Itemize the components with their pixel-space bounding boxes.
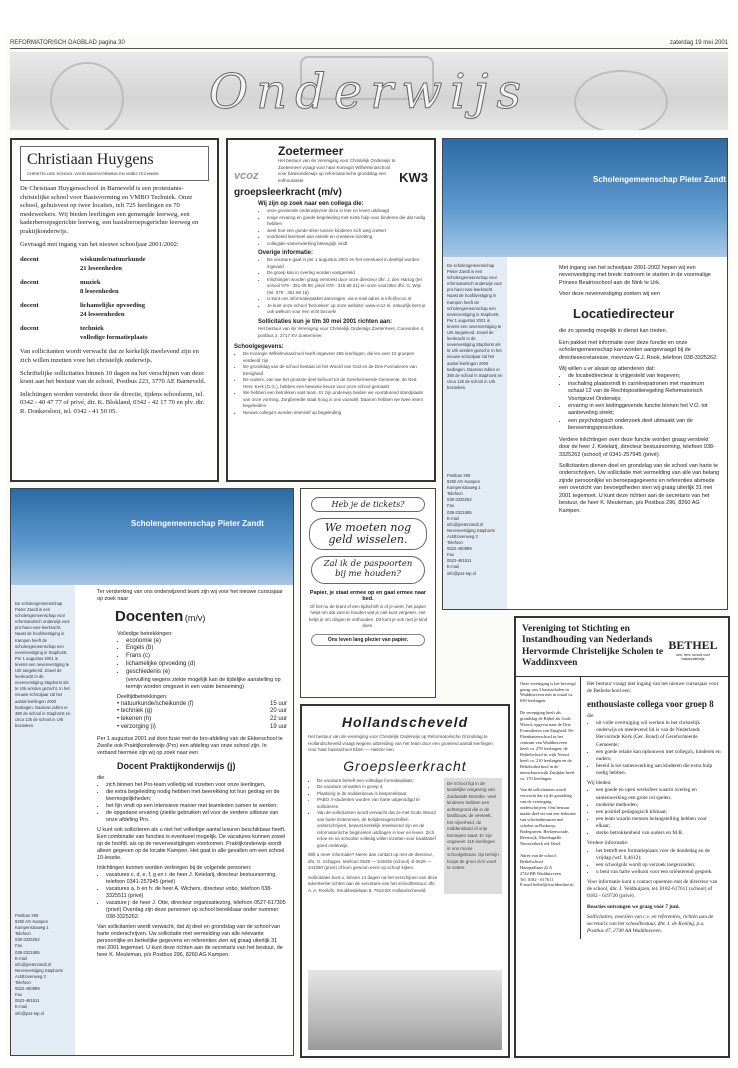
vacancy-subject: lichamelijke opvoeding [80, 302, 146, 310]
list-item: • een goede en open werksfeer waarin overleg en samenwerking een grote rol spelen; [596, 787, 722, 801]
hollandscheveld-p2: Sollicitaties kunt u, binnen 14 dagen na het verschijnen van deze advertentie richten aan de secretaris van het schoolbestuur, dhr. A. A. Roelofs, Struikheidelaan 8, 7913 BX Hollandscheveld. [308, 874, 438, 893]
wad-verdere: Verdere informatie: [587, 840, 629, 847]
pz-l-vb-note: (vervulling wegens ziekte mogelijk kan de tijdelijke aanstelling op termijn worden omgezet in een vaste benoeming) [126, 676, 281, 690]
zoetermeer-list-2 [258, 257, 428, 316]
huygens-logo-name: Christiaan Huygens [27, 151, 154, 168]
pz-l-p3: Van sollicitanten wordt verwacht, dat zij deel en grondslag van de school van harte onderschrijven. Uw sollicitatie met vermelding van alle relevante persoonlijke en berkelijke gegevens en referenties zien wij graag uiterlijk 31 mei 2001 tegemoet. U kunt deze richten aan de secretaris van het bestuur, de heer K. Meuleman, p/s Postbus 296, 8260 AG Kampen. [97, 923, 283, 958]
huygens-lead: Gevraagd met ingang van het nieuwe schooljaar 2001/2002: [20, 241, 179, 249]
huygens-p3: Inlichtingen worden verstrekt door de directie, tijdens schooluren, tel. 0342 - 40 47 77 of privé, dir. K. Blokland, 0342 - 42 17 70 en plv. dir. R. Donkersloot, tel. 0342 - 41 50 05. [20, 390, 205, 415]
waddinxveen-side: Onze vereniging is het bevoegd gezag van 3 basisscholen in Waddinxveen met in totaal ca. 650 leerlingen. De vereniging heeft als grondslag de Bijbel als Gods Woord, opgevat naar de Drie Formulieren van Enigheid. De Ebenhaëzerschool in het centrum van Waddinxveen heeft ca. 270 leerlingen; de Bethelschool in wijk Noord heeft ca. 210 leerlingen en de Rehobothschool in de nieuwbouwwijk Zuidplas heeft ca. 170 leerlingen. Van de sollicitanten wordt verwacht dat zij de grondslag van de vereniging onderschrijven. Ons bestuur maakt deel uit van een federatie van scholenbesturen met scholen in Boskoop, Bodegraven, Berkenwoude, Reeuwijk, Moerkapelle, Nieuwerkerk a/d IJssel. Adres van de school: Bethelschool Hazepadlaan 22 A 2742 BB Waddinxveen Tel. 0182 - 617611 E-mail bethel@worldonline.nl [516, 677, 581, 940]
list-item: • Frans (c) [126, 653, 287, 661]
list-item: • ervaring in een leidinggevende functie binnen het V.O. tot aanbeveling strekt; [568, 403, 721, 418]
ad-pieter-zandt-locatiedirecteur [442, 138, 728, 610]
list-item: • De groep kan in overleg worden vastgesteld [267, 270, 428, 277]
list-item: • De vacature omvatten in groep 4. [317, 784, 440, 791]
pz-r-p3: Sollicitanten dienen deel en grondslag van de school van harte te onderschrijven. Uw sollicitatie met vermelding van alle van belang zijnde persoonlijke en beroepsgegevens en referenties alsmede een overzicht van bevoegdheden sten wij graag uiterlijk 31 mei 2001 tegemoet. U kunt deze richten aan de secretaris van het bestuur, de heer K. Meuleman, p/s Postbus 296, 8260 AG Kampen. [559, 462, 720, 514]
pz-l-p1: Per 1 augustus 2001 zal door fusie met de bro-afdeling van de Ekkerschool te Zwolle ook Praktijkonderwijs (Pro) een afdeling van onze school zijn. In verband hiermee zijn wij op zoek naar een [97, 735, 283, 756]
wad-list-1 [587, 720, 722, 777]
hollandscheveld-intro: Het bestuur van de vereniging voor Christelijk Onderwijs op Reformatorische Grondslag te Hollandscheveld vraagt wegens uitbreiding van het team door een groeiend aantal leerlingen voor haar basisschool Eben — Haëzer een [308, 734, 493, 753]
pz-l-mv: (m/v) [184, 613, 206, 624]
deeltijd-row [117, 724, 287, 732]
deeltijd-row [117, 716, 287, 724]
zoetermeer-address: Het bestuur van de Vereniging voor Christelijk Onderwijs Zoetermeer, Coevorden 4, postbus 2, 2717 XV Zoetermeer. [258, 326, 425, 338]
list-item: • De vacature betreft een volledige formatieplaats; [317, 778, 440, 785]
pz-l-p2: U kunt ook solliciteren als u niet het volledige aantal lesuren beschikbaar heeft. Een combinatie van functies is eventueel mogelijk. De vacatures kunnen zowel op de hoofdl. als op de nevenvestigingen voorkomen. Praktijkonderwijs wordt alleen gegeven op de locatie Kampen. Het gaat in alle gevallen om een school 10-lesstie. [97, 826, 286, 861]
vacancy-hours: 21 leseenheden [80, 264, 122, 272]
wad-p2: Reacties ontvangen we graag vóór 7 juni. [587, 903, 680, 910]
pz-r-wij-willen: Wij willen u er alvast op attenderen dat: [559, 365, 655, 372]
list-item: • Van de sollicitanten wordt verwacht dat ze met Gods Woord van harte instemmen, de belijdenisgeschriften onderschrijven, bewust kerkelijk meelevend zijn en de reformatorische beginselen uitdragen in leer en leven. Zich ertoe en na schoolse volledig willen inzetten voor kwalitatief goed onderwijs. [317, 810, 440, 849]
deeltijd-hours: 19 uur [269, 723, 287, 730]
list-item: • vacatures c, d, e, f, g en i: de heer J. Ketelarij, directeur bestuursorning, telefoon 0341-257945 (privé) [106, 872, 287, 886]
pz-l-vb-head: Volledige betrekkingen: [117, 630, 173, 637]
pz-r-job: Locatiedirecteur [573, 305, 675, 321]
vcoz-logo: vcoz [234, 170, 259, 182]
huygens-p1: Van sollicitanten wordt verwacht dat ze kerkelijk meelevend zijn en zich willen inzetten voor het christelijk onderwijs. [20, 348, 199, 364]
vacancy-row [20, 325, 209, 342]
pieter-zandt-logo: Scholengemeenschap Pieter Zandt [131, 519, 264, 528]
list-item: • een team waarin mensen belangstelling hebben voor elkaar; [596, 816, 722, 830]
vacancy-role: docent [20, 325, 39, 333]
deeltijd-row [117, 708, 287, 716]
pieter-zandt-header-image [443, 139, 727, 257]
list-item: • zich binnen het Pro-team volledig wil inzetten voor onze leerlingen, [106, 782, 287, 789]
list-item: • Je kunt onze school 'bezoeken' op onze website: www.vcoz.nl, natuurlijk bent je ook welkom voor een echt bezoek! [267, 303, 428, 316]
list-item: • het betreft een formatieplaats voor de dondedag en de vrijdag (wtf. 0,4612); [596, 848, 722, 862]
list-item: • De grondslag van de school bestaat uit het Woord van God en de Drie Formulieren van Eenigheid [243, 364, 428, 377]
deeltijd-subject: • tekenen (h) [117, 716, 152, 723]
vacancy-role: docent [20, 302, 39, 310]
deeltijd-row [117, 701, 287, 709]
pz-r-spoed: die zo spoedig mogelijk in dienst kan treden. [559, 328, 668, 335]
list-item: • de opgedane ervaring (ziekte gebruiken wil voor de verdere uitbouw van onze afdeling Pro. [106, 810, 287, 824]
zoetermeer-wij-zoeken: Wij zijn op zoek naar een collega die: [258, 201, 364, 207]
list-item: • het fijn vindt op een intensieve manier met teamleden samen te werken; [106, 803, 287, 810]
vacancy-subject: techniek [80, 325, 104, 333]
vacancy-row [20, 302, 209, 319]
section-banner [10, 52, 728, 130]
list-item: • PABO 4-studenten worden van harte uitgenodigd te solliciteren. [317, 797, 440, 810]
list-item: • enige ervaring en goede begeleiding met extra hulp voor kinderen die dat nodig hebben [267, 215, 428, 228]
wad-p1: Voor informatie kunt u contact opnemen met de directeur van de school, dhr. J. Veldhuijzen, tel. 0182-617611 (school) of 0182 - 619720 (privé). [587, 879, 718, 900]
wad-p3: Sollicitaties, voorzien van c.v. en referenties, richten aan de secretaris van het schoolbestuur, dhr. J. de Koning, p.a. Postbus 47, 2740 AA Waddinxveen. [587, 913, 714, 934]
ad-papier [300, 488, 436, 698]
list-item: • weet hoe een goede sfeer tussen kinderen zich weg creëert [267, 228, 428, 235]
list-item: • U kunt ons informatiepakket aanvragen, via e-mail adres is info@vcoz.nl [267, 296, 428, 303]
deeltijd-subject: • techniek (g) [117, 708, 153, 715]
wad-list-2 [587, 787, 722, 837]
list-item: • voorbeeld leermeel aan enkele en creatieve inzetting [267, 234, 428, 241]
kw3-logo: KW3 [399, 170, 428, 185]
wad-wij-bieden: Wij bieden: [587, 780, 612, 787]
list-item: • Nieuwe collega's worden intensief op begeleiding [243, 410, 428, 417]
pz-r-list [559, 373, 721, 432]
page-header-right: zaterdag 19 mei 2001 [669, 40, 728, 46]
zoetermeer-job: groepsleerkracht (m/v) [234, 187, 342, 198]
vacancy-detail [80, 325, 148, 342]
zoetermeer-list-3 [234, 351, 428, 416]
banner-title: Onderwijs [208, 64, 530, 120]
huygens-logo [20, 146, 209, 181]
deeltijd-subject: • verzorging (i) [117, 723, 156, 730]
list-item: • de locatiedirecteur is vrijgesteld van lesgeven; [568, 373, 721, 380]
list-item: • Inlichtingen worden graag verstrekt door onze directeur dhr. J. den Hartog (tel. school 079 - 351 09 98, privé 079 - 316 89 31) en onze voorzitter dhr. G. Wijs (tel. 079 - 351 69 15) [267, 277, 428, 297]
pz-l-inl-list [97, 872, 287, 921]
pieter-zandt-logo: Scholengemeenschap Pieter Zandt [593, 175, 726, 184]
vacancy-row [20, 256, 209, 273]
pz-l-job2: Docent Praktijkonderwijs (j) [117, 760, 236, 771]
bethel-logo: BETHEL [668, 638, 718, 652]
pz-l-db-head: Deeltijdbetrekkingen: [117, 693, 168, 700]
ad-christiaan-huygens [10, 138, 219, 482]
vacancy-detail [80, 279, 119, 296]
pz-l-vb-list [117, 638, 287, 677]
list-item: • vacature j: de heer J. Otte, directeur organisatiezorg, telefoon 0527-617305 (privé) Overdag zijn deze personen op school bereikbaar onder nummer 038-3325262. [106, 900, 287, 921]
deeltijd-subject: • natuurkunde/scheikunde (f) [117, 700, 194, 707]
list-item: • een psychologisch onderzoek deel uitmaakt van de benoemingsprocedure. [568, 418, 721, 433]
huygens-logo-sub: CHRISTELIJKE SCHOOL VOOR BASISVORMING EN VMBO TECHNIEK [27, 171, 159, 176]
hollandscheveld-side: De school ligt in de landelijke omgeving van Zuidwolde Drenthe. Veel kinderen hebben een achtergrond die in de landbouw, de veeteelt, het nijverheid, de middenstand of vrije beroepen staat. Er zijn ongeveer 115 leerlingen in ons mooie schoolgebouw. Op termijn hoopt de groei zich voort te zetten. [444, 778, 502, 895]
school-photo [308, 970, 502, 1050]
pz-l-job: Docenten [115, 608, 184, 626]
list-item: • een goede relatie kan opbouwen met collega's, kinderen en ouders; [596, 749, 722, 763]
pz-l-inl-head: Inlichtingen kunnen worden verkregen bij de volgende personen: [97, 864, 252, 871]
deeltijd-hours: 22 uur [269, 716, 287, 723]
list-item: • een schoolgids wordt op verzoek toegezonden; [596, 862, 722, 869]
pieter-zandt-contact: Postbus 296 8260 AG Kampen Kampenstraweg 1 Telefoon 038-3325262 Fax 038-3321595 E-mail info@pieterzandt.nl Nevenvestiging Staphorst Ackthovenweg 3 Telefoon 0522-460989 Fax 0522-461511 E-mail info@psz-stp.nl [447, 473, 495, 576]
zoetermeer-overige: Overige informatie: [258, 250, 314, 257]
list-item: • onze groeiende onderwijsvisie deze in leer en leven uitdraagt [267, 208, 428, 215]
ad-zoetermeer [226, 138, 436, 482]
list-item: • We hebben een betrokken vast team. Er zijn onderwijs beiden we voortdurend standplaats van onze vorming. Zorgbreedte staat hoog in ons vaandel. Daarom hebben we twee intern begeleiders [243, 390, 428, 410]
speech-bubble-2: We moeten nog geld wisselen. [309, 518, 427, 550]
list-item: • inschaling plaatsvindt in carrièrepatronen met maximum schaal 12 van de Rechtspositieregeling Reformatorisch Voortgezet Onderwijs; [568, 381, 721, 403]
vacancy-role: docent [20, 279, 39, 287]
pz-l-list [97, 782, 287, 824]
pz-l-die: die [97, 774, 105, 781]
list-item: • De ouders, van wie het grootste deel behoort tot de Gereformeerde Gemeente, de Ned. Herv. Kerk (G.G.), hebben een bewuste keuze voor onze school gemaakt [243, 377, 428, 390]
ad-pieter-zandt-docenten [10, 488, 294, 1056]
zoetermeer-deadline: Sollicitaties kun je t/m 30 mei 2001 richten aan: [258, 318, 393, 325]
wad-die: die [587, 712, 594, 719]
pieter-zandt-contact: Postbus 296 8260 AG Kampen Kampenstraweg 1 Telefoon 038-3325262 Fax 038-3321595 E-mail info@pieterzandt.nl Nevenvestiging Staphorst Ackthovenweg 3 Telefoon 0522-460989 Fax 0522-461511 E-mail info@psz-stp.nl [15, 913, 63, 1016]
list-item: • vacatures a, b en h: de heer A. Wichers, directeur vobo, telefoon 038-3325511 (privé) [106, 886, 287, 900]
list-item: • lichamelijke opvoeding (d) [126, 661, 287, 669]
deeltijd-hours: 15 uur [269, 700, 287, 707]
pz-l-intro: Ter versterking van ons onderwijzend team zijn wij voor het nieuwe cursusjaar op zoek naar [97, 589, 283, 603]
header-rule [10, 48, 728, 49]
deeltijd-hours: 20 uur [269, 708, 287, 715]
ad-waddinxveen [514, 616, 730, 1058]
list-item: • u bent van harte welkom voor een oriënterend gesprek. [596, 869, 722, 876]
list-item: • uit volle overtuiging wil werken in het christelijk onderwijs en meelevend lid is van de Nederlands Hervormde Kerk (Ger. Bond) of Gereformeerde Gemeente; [596, 720, 722, 749]
page-header-left: REFORMATORISCH DAGBLAD pagina 30 [10, 40, 125, 46]
vacancy-subject: wiskunde/natuurkunde [80, 255, 146, 263]
pieter-zandt-side-info: De scholengemeenschap Pieter Zandt is een scholengemeenschap voor reformatorisch onderwijs voor pro-havo-vwo-leerkracht. Naast de hoofdvestiging in Kampen heeft de scholengemeenschap een nevenvestiging in Staphorst. Per 1 augustus 2001 is tevens een nevenvestiging te Urk toegekend. Zowel de leerkracht in de nevenvestiging Staphorst als te Urk worden gezocht. In het nieuwe schooljaar zal het aantal leerlingen 2000 bedragen. Daarvan zullen er 380 de school in Staphorst en circa 125 de school in Urk bezoeken. [447, 263, 503, 390]
ad-hollandscheveld [300, 704, 510, 1058]
zoetermeer-schoolgegevens: Schoolgegevens: [234, 344, 284, 351]
list-item: • geschiedenis (e) [126, 669, 287, 677]
zoetermeer-intro: Het bestuur van de Vereniging voor Christelijk Onderwijs te Zoetermeer vraagt voor haar Koningin Wilhelminaschool voor basisonderwijs op reformatorische grondslag een enthousiaste [278, 158, 396, 183]
pz-r-p2: Verdere inlichtingen over deze functie worden graag verstrekt door de heer J. Ketelarij, directeur bestuursorning, telefoon 038-3325262 (school) of 0341-257945 (privé). [559, 436, 715, 458]
list-item: • Plaatsing in de middenbouw is bespreekbaar. [317, 791, 440, 798]
pieter-zandt-side-info: De scholengemeenschap Pieter Zandt is een scholengemeenschap voor reformatorisch onderwijs voor pro-havo-vwo-leerkracht. Naast de hoofdvestiging in Kampen heeft de scholengemeenschap een nevenvestiging in Staphorst. Per 1 augustus 2001 is tevens een nevenvestiging te Urk toegekend. Zowel de leerkracht in de nevenvestiging Staphorst als te Urk worden gezocht. In het nieuwe schooljaar zal het aantal leerlingen 2000 bedragen. Daarvan zullen er 380 de school in Staphorst en circa 125 de school in Urk bezoeken. [15, 601, 71, 728]
list-item: • De Koningin Wilhelminaschool heeft ongeveer 265 leerlingen, die les over 10 groepen verdeeld zijn [243, 351, 428, 364]
wad-list-3 [587, 848, 722, 877]
zoetermeer-list-1 [258, 208, 428, 247]
papier-headline: Papier, je staat ermee op en gaat ermee naar bed. [309, 589, 427, 602]
wad-job: enthousiaste collega voor groep 8 [587, 698, 714, 709]
pieter-zandt-header-image [11, 489, 293, 585]
list-item: • economie (e) [126, 638, 287, 646]
list-item: • moderne methoden; [596, 802, 722, 809]
vacancy-detail [80, 302, 145, 319]
hollandscheveld-job: Groepsleerkracht [343, 757, 467, 774]
hollandscheveld-title: Hollandscheveld [341, 714, 469, 730]
bethel-logo-sub: ned. herv. school voor basisonderwijs [675, 653, 711, 661]
list-item: • Engels (b) [126, 645, 287, 653]
huygens-intro: De Christiaan Huygensschool in Barneveld is een protestants-christelijke school voor Basisvorming en VMBO Techniek. Onze school, gehuisvest op twee locaties, telt 725 leerlingen en 70 medewerkers. Wij bieden leerlingen een gemengde leerweg, een kaderberoepsgerichte leerweg, een basisberoepsgerichte leerweg en praktijkonderwijs. [20, 185, 199, 235]
hollandscheveld-p1: Wilt u meer informatie? Neem dan contact op met de directeur, dhr. G. Schipper, telefoon 0528 — 343036 (school) of 0528 — 341080 (privé) of kom gewoon eens op school kijken. [308, 852, 434, 871]
vacancy-hours: 8 leseenheden [80, 287, 119, 295]
papier-text: Of het nu de krant of een tijdschrift is of je werk, het papier helpt om dat vast te houden wat je niet kunt vergeten. Het helpt je om dingen te onthouden. Dit kunt je ook met je kind doen. [308, 603, 428, 629]
vacancy-row [20, 279, 209, 296]
waddinxveen-title: Vereniging tot Stichting en Instandhouding van Nederlands Hervormde Christelijke Scholen te Waddinxveen [522, 624, 664, 669]
pz-r-lead: Voor deze nevenvestiging zoeken wij een [559, 291, 660, 298]
vacancy-subject: muziek [80, 279, 101, 287]
pz-l-db-list [117, 701, 287, 732]
vacancy-hours: volledige formatieplaats [80, 333, 148, 341]
papier-slogan: Ons leven lang plezier van papier. [311, 634, 425, 646]
pz-r-intro: Met ingang van het schooljaar 2001-2002 hopen wij een nevenvestiging met brede instroom te starten in de voormalige Prinses Beatrixschool aan de Nink te Urk. [559, 265, 711, 286]
list-item: • collegiale samenwerking belangrijk vindt [267, 241, 428, 248]
vacancy-detail [80, 256, 146, 273]
list-item: • De vacature gaat in per 1 augustus 2001 en het eventueel in deeltijd worden ingevuld [267, 257, 428, 270]
list-item: • die extra begeleiding nodig hebben met beerekking tot hun gedrag en de leermogelijkheden; [106, 789, 287, 803]
list-item: • bereid is tot samenwerking aan kinderen die extra hulp nodig hebben. [596, 763, 722, 777]
hollandscheveld-list [308, 778, 440, 850]
vacancy-hours: 24 lesseenheden [80, 310, 125, 318]
zoetermeer-title: Zoetermeer [278, 144, 344, 158]
speech-bubble-1: Heb je de tickets? [311, 497, 425, 512]
wad-intro: Het bestuur vraagt met ingang van het nieuwe cursusjaar voor de Bethelschool een: [587, 680, 719, 694]
huygens-p2: Schriftelijke sollicitaties binnen 10 dagen na het verschijnen van deze krant aan het bestuur van de school, Postbus 223, 3770 AE Barneveld. [20, 369, 206, 386]
pz-r-p1: Een pakket met informatie over deze functie en onze scholengemeenschap kan worden aangevraagd bij de directiesecretaresse, mevrouw G.J. Rook, telefoon 038-3325262. [559, 339, 718, 361]
list-item: • een positief pedagogisch klimaat; [596, 809, 722, 816]
vacancy-role: docent [20, 255, 39, 263]
huygens-vacancy-list [20, 256, 209, 343]
list-item: • sterke betrokkenheid van ouders en M.R. [596, 830, 722, 837]
speech-bubble-3: Zal ik de paspoorten bij me houden? [311, 556, 425, 584]
